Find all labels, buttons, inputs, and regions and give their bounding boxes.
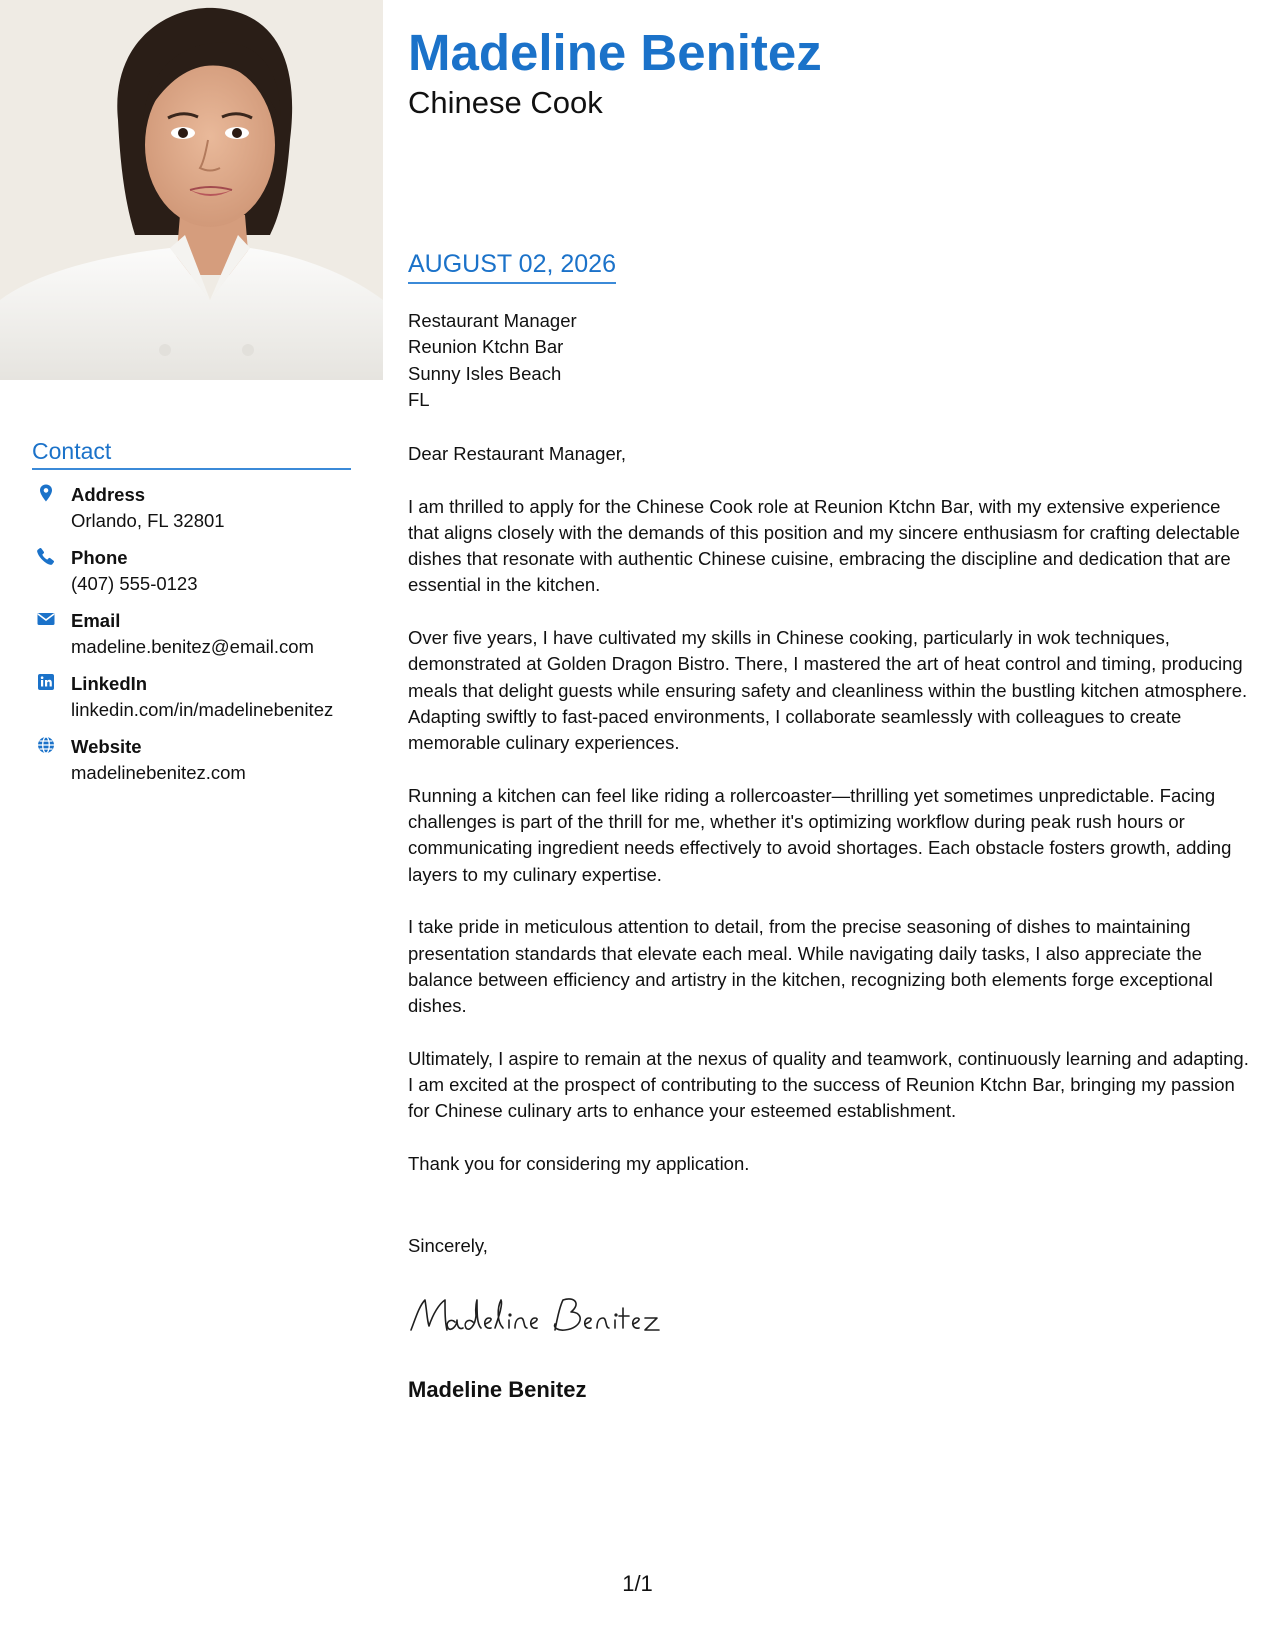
page-number: 1/1	[622, 1571, 653, 1596]
body-paragraph: I am thrilled to apply for the Chinese Cook role at Reunion Ktchn Bar, with my extensive experience that aligns closely with the demands of this position and my sincere enthusiasm for crafting delectable dishes that resonate with authentic Chinese cuisine, embracing the discipline and dedication that are essential in the kitchen.	[408, 495, 1240, 596]
contact-list	[32, 482, 362, 797]
recipient-line: Sunny Isles Beach	[408, 362, 562, 384]
portrait-illustration	[0, 0, 383, 380]
body-paragraph: Running a kitchen can feel like riding a rollercoaster—thrilling yet sometimes unpredictable. Facing challenges is part of the thrill for me, whether it's optimizing workflow during peak rush hours or communicating ingredient needs effectively to avoid shortages. Each obstacle fosters growth, adding layers to my culinary expertise.	[408, 784, 1232, 885]
contact-label: LinkedIn	[71, 673, 148, 694]
recipient-block	[408, 308, 1008, 413]
contact-label: Website	[71, 736, 142, 757]
body-paragraph: I take pride in meticulous attention to detail, from the precise seasoning of dishes to maintaining presentation standards that elevate each meal. While navigating daily tasks, I also appreciate the balance between efficiency and artistry in the kitchen, recognizing both elements forge exceptional dishes.	[408, 916, 1213, 1017]
body-paragraph: Over five years, I have cultivated my skills in Chinese cooking, particularly in wok techniques, demonstrated at Golden Dragon Bistro. There, I mastered the art of heat control and timing, producing meals that delight guests while ensuring safety and cleanliness within the bustling kitchen atmosphere. Adapting swiftly to fast-paced environments, I collaborate seamlessly with colleagues to create memorable culinary experiences.	[408, 627, 1248, 754]
contact-item-address	[32, 482, 362, 545]
globe-icon	[36, 735, 56, 755]
phone-icon	[36, 546, 56, 566]
signer-name: Madeline Benitez	[408, 1377, 587, 1402]
address-value: Orlando, FL 32801	[71, 510, 225, 531]
contact-label: Address	[71, 484, 146, 505]
handwritten-signature	[405, 1290, 675, 1340]
applicant-name: Madeline Benitez	[408, 24, 822, 81]
contact-heading: Contact	[32, 438, 351, 470]
contact-item-website	[32, 734, 362, 797]
contact-label: Email	[71, 610, 121, 631]
contact-label: Phone	[71, 547, 128, 568]
contact-item-linkedin	[32, 671, 362, 734]
linkedin-icon	[36, 672, 56, 692]
phone-value: (407) 555-0123	[71, 573, 198, 594]
envelope-icon	[36, 609, 56, 629]
recipient-line: Reunion Ktchn Bar	[408, 336, 564, 358]
body-paragraph: Ultimately, I aspire to remain at the nexus of quality and teamwork, continuously learning and adapting. I am excited at the prospect of contributing to the success of Reunion Ktchn Bar, bringing my passion for Chinese culinary arts to enhance your esteemed establishment.	[408, 1047, 1249, 1122]
linkedin-value[interactable]: linkedin.com/in/madelinebenitez	[71, 699, 334, 720]
contact-item-email	[32, 608, 362, 671]
letter-date: AUGUST 02, 2026	[408, 248, 616, 284]
job-title: Chinese Cook	[408, 85, 603, 120]
closing: Sincerely,	[408, 1235, 488, 1256]
recipient-line: Restaurant Manager	[408, 310, 577, 331]
contact-item-phone	[32, 545, 362, 608]
map-pin-icon	[36, 483, 56, 503]
profile-photo	[0, 0, 383, 380]
email-value[interactable]: madeline.benitez@email.com	[71, 636, 314, 657]
website-value[interactable]: madelinebenitez.com	[71, 762, 246, 783]
greeting: Dear Restaurant Manager,	[408, 443, 627, 464]
body-paragraph: Thank you for considering my application.	[408, 1153, 750, 1175]
recipient-line: FL	[408, 388, 430, 410]
letter-body	[408, 441, 1253, 1204]
